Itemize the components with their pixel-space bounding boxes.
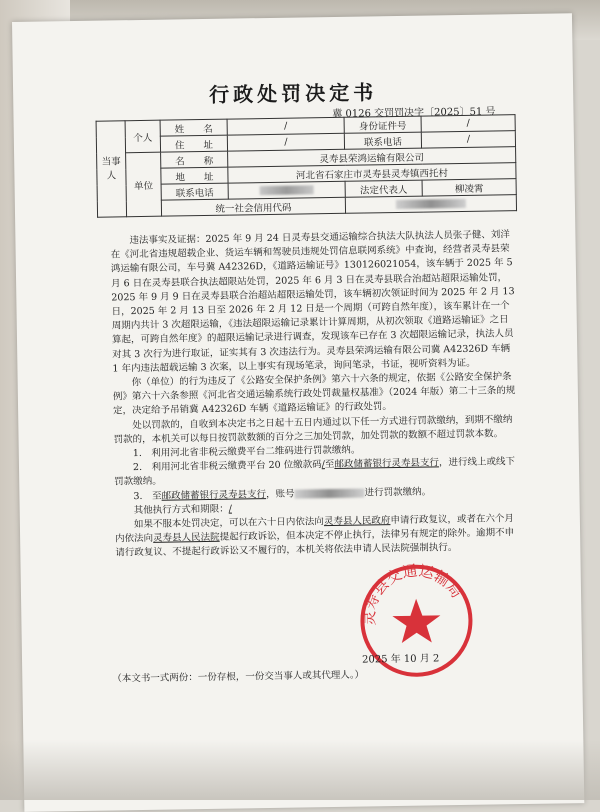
- credit-code-value: [345, 195, 516, 214]
- redacted-credit-code: [396, 199, 466, 209]
- party-label: 当事人: [96, 121, 127, 217]
- credit-code-label: 统一社会信用代码: [161, 197, 345, 216]
- phone-value: /: [421, 131, 515, 148]
- document-number: 冀 0126 交罚罚决字〔2025〕51 号: [332, 106, 496, 120]
- address-value: /: [227, 133, 344, 151]
- payment-method-3: 3. 至邮政储蓄银行灵寿县支行，账号 进行罚款缴纳。: [133, 486, 432, 502]
- facts-heading: 违法事实及证据：: [129, 233, 206, 247]
- decision-date: 2025 年 10 月 2: [361, 653, 440, 666]
- legal-rep-label: 法定代表人: [345, 180, 422, 197]
- seal-star: [392, 598, 441, 643]
- facts-text: 2025 年 9 月 24 日灵寿县交通运输综合执法大队执法人员张子健、刘洋在《河北省违规超载企业、货运车辆和驾驶员违规处罚信息联网系统》中查询，经营者灵寿县荣鸿运输有限公司，车号冀 A42326D，《道路运输证号》130126021054，该车辆于 2025 年 5 月 6 日在灵寿县联合执法超限站处罚，2025 年 6 月 3 日在灵寿县联合治超站超限运输处罚，2025 年 9 月 9 日在灵寿县联合治超站超限运输处罚，该车辆初次领证时间为 2025 年 2 月 13 日，2025 年 2 月 13 日至 2026 年 2 月 12 日是一个周期（可跨自然年度），该车累计在一个周期内共计 3 次超限运输，《违法超限运输记录累计计算周期，从初次领取《道路运输证》之日算起，可跨自然年度》的超限运输记录进行调查，发现该车已存在 3 次超限运输记录，执法人员对其 3 次行为进行取证，证实其有 3 次违法行为。灵寿县荣鸿运输有限公司冀 A42326D 车辆 1 年内违法超载运输 3 次案，以上事实有现场笔录，询问笔录，书证，视听资料为证。: [110, 229, 515, 375]
- legal-rep-value: 柳凌霄: [422, 179, 516, 196]
- unit-address-value: 河北省石家庄市灵寿县灵寿镇西托村: [228, 163, 516, 184]
- other-execution: 其他执行方式和期限：/: [133, 503, 232, 517]
- unit-name-label: 名 称: [161, 151, 228, 168]
- document-sheet: [12, 13, 584, 812]
- unit-label: 单位: [126, 152, 162, 217]
- redacted-account: [294, 488, 364, 498]
- name-value: /: [227, 117, 344, 135]
- address-label: 住 址: [160, 135, 227, 152]
- payment-method-1: 1. 利用河北省非税云缴费平台二维码进行罚款缴纳。: [132, 444, 361, 460]
- decision-body: [110, 228, 520, 561]
- payment-method-2: 2. 利用河北省非税云缴费平台 20 位缴款码/至邮政储蓄银行灵寿县支行，进行线上或线下罚款缴纳。: [114, 456, 516, 488]
- violation-paragraph: 你（单位）的行为违反了《公路安全保护条例》第六十六条的规定，依据《公路安全保护条例》第六十六条参照《河北省交通运输系统行政处罚裁量权基准》（2024 年版）第二十三条的规定，决定给予吊销冀 A42326D 车辆《道路运输证》的行政处罚。: [112, 371, 516, 417]
- unit-address-label: 地 址: [161, 167, 228, 184]
- seal-text: 灵寿县交通运输局: [360, 561, 466, 626]
- page-title: 行政处罚决定书: [208, 80, 378, 107]
- party-info-table: [96, 114, 517, 218]
- unit-name-value: 灵寿县荣鸿运输有限公司: [228, 147, 516, 168]
- id-label: 身份证件号: [344, 116, 421, 133]
- shadow-bottom: [0, 740, 600, 800]
- unit-phone-value: [228, 181, 345, 199]
- appeal-paragraph: 如果不服本处罚决定，可以在六十日内依法向灵寿县人民政府申请行政复议，或者在六个月内依法向灵寿县人民法院提起行政诉讼，但本决定不停止执行，法律另有规定的除外。逾期不申请行政复议、不提起行政诉讼又不履行的，本机关将依法申请人民法院强制执行。: [115, 513, 515, 559]
- payment-intro: 处以罚款的，自收到本决定书之日起十五日内通过以下任一方式进行罚款缴纳，到期不缴纳罚款的，本机关可以每日按罚款数额的百分之三加处罚款，加处罚款的数额不超过罚款本数。: [113, 413, 513, 446]
- individual-label: 个人: [125, 120, 160, 153]
- unit-phone-label: 联系电话: [161, 183, 228, 200]
- redacted-phone: [260, 185, 314, 195]
- phone-label: 联系电话: [344, 132, 421, 149]
- id-value: /: [421, 115, 515, 132]
- facts-paragraph: [110, 228, 517, 376]
- name-label: 姓 名: [160, 119, 227, 136]
- copies-note: （本文书一式两份：一份存根，一份交当事人或其代理人。）: [112, 669, 365, 685]
